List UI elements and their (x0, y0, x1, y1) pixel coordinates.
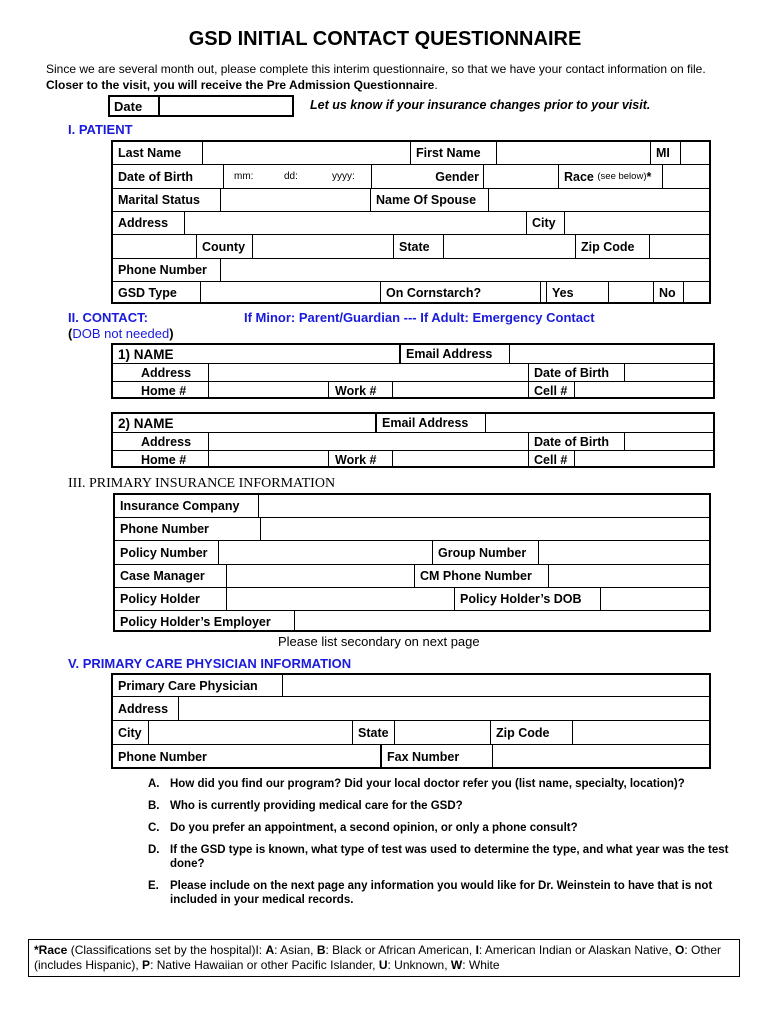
contact2-work-input[interactable] (393, 451, 529, 468)
ins-holder-dob-input[interactable] (601, 588, 709, 610)
contact2-table (111, 412, 715, 468)
contact1-cell-label: Cell # (529, 382, 575, 399)
county-input[interactable] (253, 235, 394, 258)
ins-employer-input[interactable] (295, 611, 709, 632)
contact2-work-label: Work # (329, 451, 393, 468)
ins-case-input[interactable] (227, 565, 415, 587)
page-title: GSD INITIAL CONTACT QUESTIONNAIRE (188, 28, 582, 50)
race-input[interactable] (663, 165, 709, 188)
contact2-dob-label: Date of Birth (529, 433, 625, 450)
question-text: How did you find our program? Did your local doctor refer you (list name, specialty, location)? (170, 778, 685, 790)
race-code: O (675, 943, 685, 957)
ins-policy-label: Policy Number (115, 541, 219, 564)
contact2-cell-label: Cell # (529, 451, 575, 468)
question-letter: C. (148, 822, 160, 834)
footnote-intro: (Classifications set by the hospital)I: (67, 943, 266, 957)
race-desc: : Other (includes Hispanic), (34, 943, 722, 972)
race-desc: : Native Hawaiian or other Pacific Islander, (150, 958, 379, 972)
race-hint: (see below) (597, 171, 647, 182)
last-name-label: Last Name (113, 142, 203, 164)
pcp-row-phone (113, 745, 709, 769)
pcp-physician-input[interactable] (283, 675, 709, 696)
ins-phone-input[interactable] (261, 518, 709, 540)
question-item (148, 843, 738, 871)
ins-employer-label: Policy Holder’s Employer (115, 611, 295, 632)
intro-end: . (434, 78, 438, 92)
first-name-label: First Name (411, 142, 497, 164)
contact1-email-label: Email Address (400, 345, 510, 363)
pcp-city-input[interactable] (149, 721, 353, 744)
ins-row-employer (115, 611, 709, 632)
intro-text (46, 61, 726, 93)
contact2-name-label: 2) NAME (113, 414, 376, 432)
state-input[interactable] (444, 235, 576, 258)
contact1-address-label: Address (113, 364, 209, 381)
race-desc: : Unknown, (387, 958, 451, 972)
spouse-input[interactable] (489, 189, 709, 211)
contact1-work-input[interactable] (393, 382, 529, 399)
insurance-notice: Let us know if your insurance changes prior to your visit. (310, 98, 651, 112)
mi-input[interactable] (681, 142, 709, 164)
date-field[interactable] (108, 95, 294, 117)
pcp-heading: V. PRIMARY CARE PHYSICIAN INFORMATION (68, 656, 352, 671)
question-text: Who is currently providing medical care for the GSD? (170, 800, 463, 812)
race-desc: : White (462, 958, 500, 972)
mm-hint: mm: (234, 171, 254, 182)
contact2-home-input[interactable] (209, 451, 329, 468)
contact1-home-input[interactable] (209, 382, 329, 399)
race-code: A (265, 943, 275, 957)
race-code: P (142, 958, 151, 972)
insurance-table (113, 493, 711, 632)
gender-label: Gender (371, 165, 484, 188)
pcp-state-input[interactable] (395, 721, 491, 744)
no-box[interactable] (684, 282, 709, 304)
dd-hint: dd: (284, 171, 298, 182)
ins-company-input[interactable] (259, 495, 709, 517)
pcp-address-input[interactable] (179, 697, 709, 720)
gsd-type-label: GSD Type (113, 282, 201, 304)
contact1-address-input[interactable] (209, 364, 529, 381)
dob-label: Date of Birth (113, 165, 224, 188)
cornstarch-label: On Cornstarch? (381, 282, 541, 304)
no-label[interactable]: No (654, 282, 684, 304)
ins-row-policy (115, 541, 709, 565)
dob-note-open: ( (68, 326, 73, 341)
pcp-state-label: State (353, 721, 395, 744)
ins-cm-phone-label: CM Phone Number (415, 565, 549, 587)
contact2-email-label: Email Address (376, 414, 486, 432)
contact2-email-input[interactable] (486, 414, 713, 432)
yes-label[interactable]: Yes (547, 282, 609, 304)
contact2-home-label: Home # (113, 451, 209, 468)
race-code: W (450, 958, 463, 972)
address-input[interactable] (185, 212, 527, 234)
footnote-race-label: *Race (34, 943, 68, 957)
race-desc: : American Indian or Alaskan Native, (478, 943, 676, 957)
contact2-row-name (113, 414, 713, 433)
pcp-phone-label: Phone Number (113, 745, 381, 769)
dob-note-text: DOB not needed (72, 326, 170, 341)
patient-row-gsd (113, 282, 709, 304)
pcp-address-label: Address (113, 697, 179, 720)
question-item (148, 879, 738, 907)
pcp-row-address (113, 697, 709, 721)
contact1-table (111, 343, 715, 399)
patient-row-dob (113, 165, 709, 189)
ins-row-phone (115, 518, 709, 541)
question-item (148, 799, 738, 813)
gsd-type-input[interactable] (201, 282, 381, 304)
contact1-work-label: Work # (329, 382, 393, 399)
last-name-input[interactable] (203, 142, 411, 164)
pcp-physician-label: Primary Care Physician (113, 675, 283, 696)
patient-row-county (113, 235, 709, 259)
contact1-cell-input[interactable] (575, 382, 713, 399)
address-label: Address (113, 212, 185, 234)
contact1-row-phone (113, 382, 713, 399)
phone-input[interactable] (221, 259, 709, 281)
contact-subheading: If Minor: Parent/Guardian --- If Adult: Emergency Contact (244, 310, 595, 325)
marital-label: Marital Status (113, 189, 221, 211)
race-code: U (378, 958, 388, 972)
marital-input[interactable] (221, 189, 371, 211)
contact1-row-name (113, 345, 713, 364)
contact2-row-phone (113, 451, 713, 468)
race-label (559, 165, 663, 188)
ins-group-label: Group Number (433, 541, 539, 564)
ins-holder-label: Policy Holder (115, 588, 227, 610)
race-code: B (316, 943, 326, 957)
mi-label: MI (651, 142, 681, 164)
dob-not-needed (68, 326, 174, 341)
ins-phone-label: Phone Number (115, 518, 261, 540)
contact1-name-label: 1) NAME (113, 345, 400, 363)
pcp-fax-label: Fax Number (381, 745, 493, 769)
question-letter: D. (148, 844, 160, 856)
zip-input[interactable] (650, 235, 709, 258)
question-letter: A. (148, 778, 160, 790)
contact2-dob-input[interactable] (625, 433, 713, 450)
ins-group-input[interactable] (539, 541, 709, 564)
ins-holder-input[interactable] (227, 588, 455, 610)
ins-company-label: Insurance Company (115, 495, 259, 517)
pcp-zip-input[interactable] (573, 721, 709, 744)
gender-input[interactable] (484, 165, 559, 188)
yes-box[interactable] (609, 282, 654, 304)
patient-row-address (113, 212, 709, 235)
contact1-home-label: Home # (113, 382, 209, 399)
race-desc: : Black or African American, (325, 943, 476, 957)
pcp-row-physician (113, 675, 709, 697)
contact2-row-address (113, 433, 713, 451)
contact1-row-address (113, 364, 713, 382)
state-label: State (394, 235, 444, 258)
question-text: Please include on the next page any information you would like for Dr. Weinstein to have that is not included in your medical records. (170, 880, 713, 906)
pcp-city-label: City (113, 721, 149, 744)
city-label: City (527, 212, 565, 234)
spouse-label: Name Of Spouse (371, 189, 489, 211)
patient-row-phone (113, 259, 709, 282)
ins-row-holder (115, 588, 709, 611)
patient-table (111, 140, 711, 304)
contact-heading: II. CONTACT: (68, 310, 148, 325)
pcp-zip-label: Zip Code (491, 721, 573, 744)
insurance-heading: III. PRIMARY INSURANCE INFORMATION (68, 476, 336, 491)
question-item (148, 777, 738, 791)
contact2-cell-input[interactable] (575, 451, 713, 468)
county-label: County (197, 235, 253, 258)
question-list (148, 777, 738, 915)
county-pre-input[interactable] (113, 235, 197, 258)
race-star: * (646, 169, 652, 184)
ins-holder-dob-label: Policy Holder’s DOB (455, 588, 601, 610)
pcp-fax-input[interactable] (493, 745, 709, 769)
race-footnote (28, 939, 740, 977)
question-letter: E. (148, 880, 159, 892)
patient-row-name (113, 142, 709, 165)
dob-note-close: ) (169, 326, 174, 341)
first-name-input[interactable] (497, 142, 651, 164)
patient-heading: I. PATIENT (68, 122, 133, 137)
intro-body: Since we are several month out, please complete this interim questionnaire, so that we have your contact information on file. (46, 62, 706, 76)
ins-cm-phone-input[interactable] (549, 565, 709, 587)
contact1-dob-input[interactable] (625, 364, 713, 381)
patient-row-marital (113, 189, 709, 212)
pcp-table (111, 673, 711, 769)
contact2-address-label: Address (113, 433, 209, 450)
race-label-text: Race (564, 169, 594, 184)
city-input[interactable] (565, 212, 709, 234)
question-item (148, 821, 738, 835)
zip-label: Zip Code (576, 235, 650, 258)
secondary-note: Please list secondary on next page (278, 634, 480, 649)
ins-policy-input[interactable] (219, 541, 433, 564)
question-text: Do you prefer an appointment, a second opinion, or only a phone consult? (170, 822, 578, 834)
contact1-email-input[interactable] (510, 345, 713, 363)
race-code: I (475, 943, 479, 957)
ins-row-company (115, 495, 709, 518)
yyyy-hint: yyyy: (332, 171, 355, 182)
ins-case-label: Case Manager (115, 565, 227, 587)
question-text: If the GSD type is known, what type of test was used to determine the type, and what year was the test done? (170, 844, 729, 870)
date-label: Date (110, 97, 160, 115)
pcp-row-city (113, 721, 709, 745)
contact1-dob-label: Date of Birth (529, 364, 625, 381)
intro-bold: Closer to the visit, you will receive the Pre Admission Questionnaire (46, 78, 435, 92)
ins-row-case (115, 565, 709, 588)
race-desc: : Asian, (274, 943, 317, 957)
question-letter: B. (148, 800, 160, 812)
phone-label: Phone Number (113, 259, 221, 281)
contact2-address-input[interactable] (209, 433, 529, 450)
